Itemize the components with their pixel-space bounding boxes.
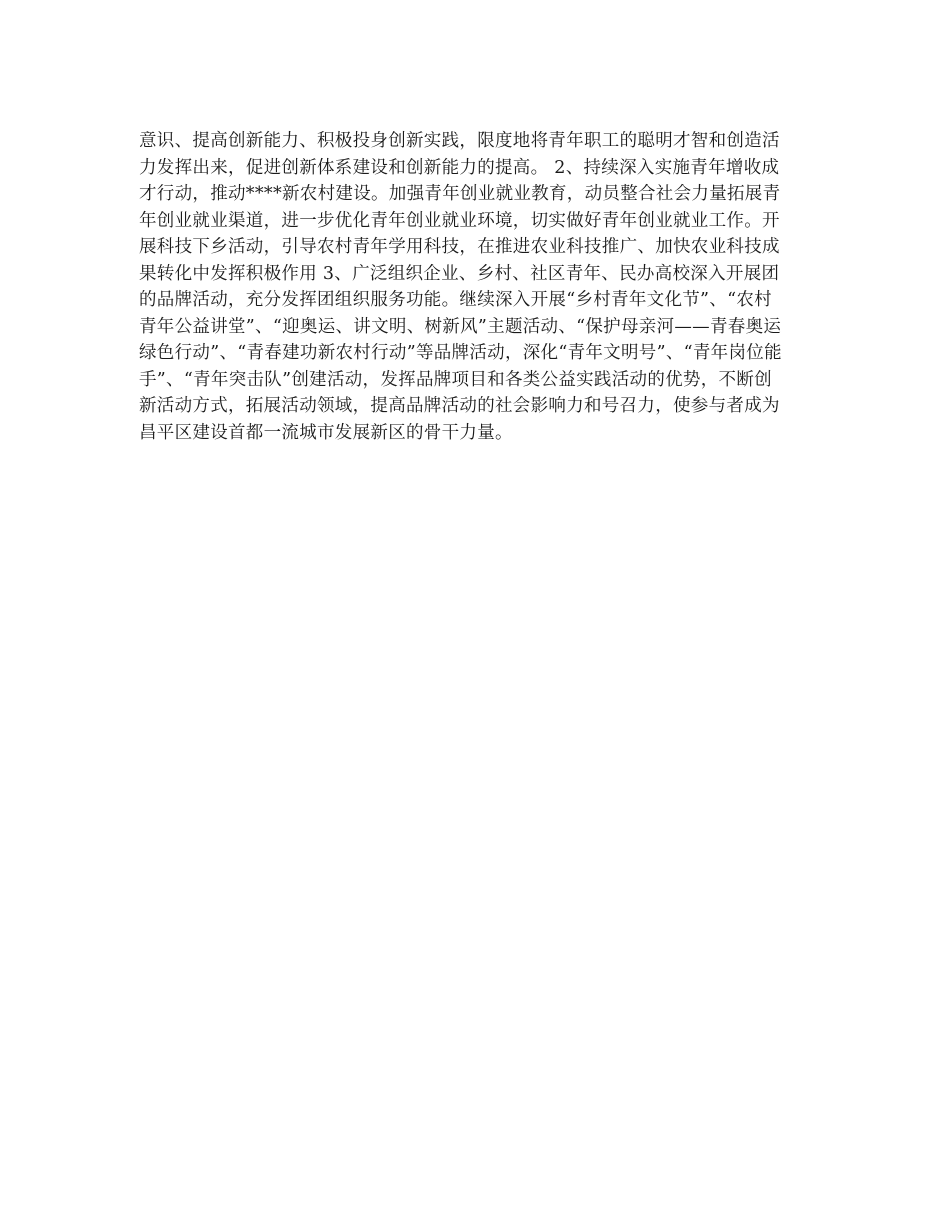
- paragraph-line-8: 青年公益讲堂”、“迎奥运、讲文明、树新风”主题活动、“保护母亲河——青春奥运: [139, 316, 782, 337]
- paragraph-line-1: 意识、提高创新能力、积极投身创新实践，限度地将青年职工的聪明才智和创造活: [139, 131, 780, 151]
- paragraph-line-9: 绿色行动”、“青春建功新农村行动”等品牌活动，深化“青年文明号”、“青年岗位能: [139, 343, 782, 363]
- paragraph-line-12: 昌平区建设首都一流城市发展新区的骨干力量。: [139, 422, 513, 443]
- paragraph-line-5: 展科技下乡活动，引导农村青年学用科技，在推进农业科技推广、加快农业科技成: [139, 237, 780, 257]
- body-paragraph: [139, 128, 819, 446]
- paragraph-line-2: 力发挥出来，促进创新体系建设和创新能力的提高。 2、持续深入实施青年增收成: [139, 157, 780, 178]
- paragraph-line-4: 年创业就业渠道，进一步优化青年创业就业环境，切实做好青年创业就业工作。开: [139, 210, 780, 231]
- paragraph-line-6: 果转化中发挥积极作用 3、广泛组织企业、乡村、社区青年、民办高校深入开展团: [139, 263, 780, 284]
- paragraph-line-10: 手”、“青年突击队”创建活动，发挥品牌项目和各类公益实践活动的优势，不断创: [139, 369, 772, 390]
- paragraph-line-7: 的品牌活动，充分发挥团组织服务功能。继续深入开展“乡村青年文化节”、“农村: [139, 290, 772, 310]
- paragraph-line-3: 才行动，推动****新农村建设。加强青年创业就业教育，动员整合社会力量拓展青: [139, 184, 781, 204]
- paragraph-line-11: 新活动方式，拓展活动领域，提高品牌活动的社会影响力和号召力，使参与者成为: [139, 396, 780, 416]
